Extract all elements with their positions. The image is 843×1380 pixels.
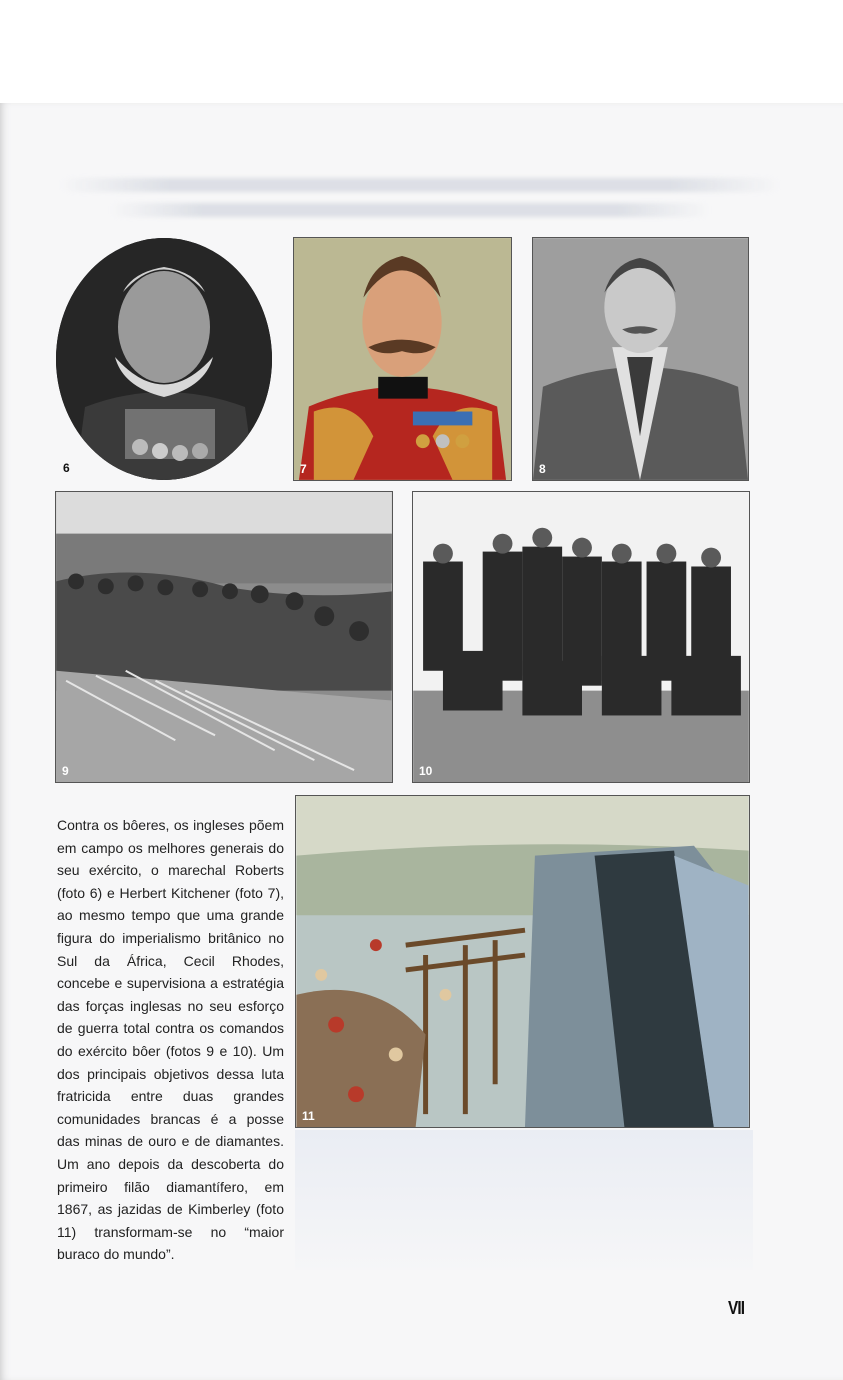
boer-group-image xyxy=(413,492,749,782)
page-number: VII xyxy=(728,1298,745,1318)
photo-number: 9 xyxy=(62,764,69,778)
photo-8-cecil-rhodes xyxy=(532,237,749,481)
portrait-roberts-image xyxy=(55,237,273,481)
bleed-through-text-line xyxy=(60,178,780,192)
photo-number: 6 xyxy=(63,461,70,475)
photo-number: 11 xyxy=(302,1109,315,1123)
photo-caption-text: Contra os bôeres, os ingleses põem em campo os melhores generais do seu exército, o marechal Roberts (foto 6) e Herbert Kitchener (foto 7), ao mesmo tempo que uma grande figura do imperialismo britânico no Sul da África, Cecil Rhodes, concebe e supervisiona a estratégia das forças inglesas no seu esforço de guerra total contra os comandos do exército bôer (fotos 9 e 10). Um dos principais objetivos dessa luta fratricida entre duas grandes comunidades brancas é a posse das minas de ouro e de diamantes. Um ano depois da descoberta do primeiro filão diamantífero, em 1867, as jazidas de Kimberley (foto 11) transformam-se no “maior buraco do mundo”. xyxy=(57,817,284,1263)
photo-number: 7 xyxy=(300,462,307,476)
portrait-rhodes-image xyxy=(533,238,748,480)
bleed-through-text-line xyxy=(110,203,710,217)
photo-number: 8 xyxy=(539,462,546,476)
photo-7-herbert-kitchener xyxy=(293,237,512,481)
trench-battle-image xyxy=(56,492,392,782)
portrait-kitchener-image xyxy=(294,238,511,480)
photo-11-kimberley-mine xyxy=(295,795,750,1128)
photo-10-boer-commandos xyxy=(412,491,750,783)
photo-6-marshal-roberts xyxy=(55,237,273,481)
kimberley-mine-illustration xyxy=(296,796,749,1127)
faded-bleed-area xyxy=(295,1130,753,1270)
photo-9-troops-in-trench xyxy=(55,491,393,783)
photo-number: 10 xyxy=(419,764,433,778)
